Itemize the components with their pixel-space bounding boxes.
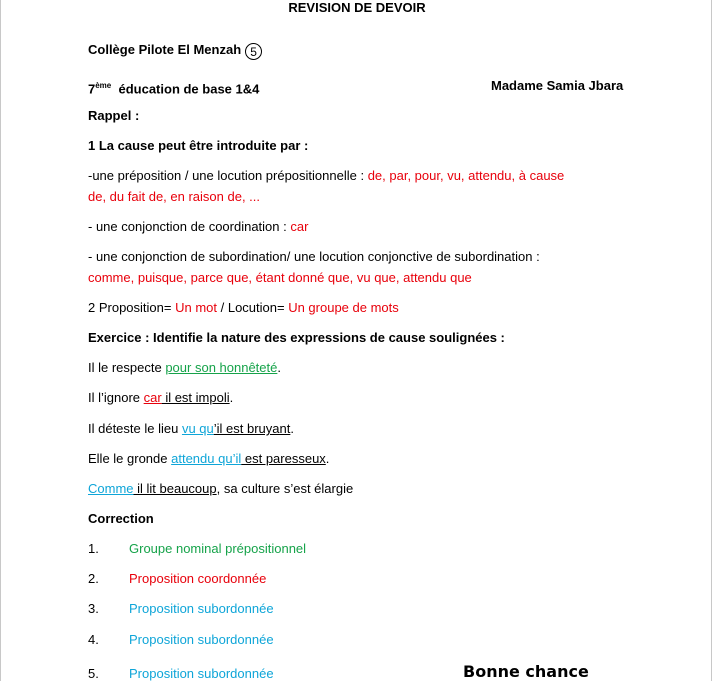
circled-number-badge: 5 [245, 43, 262, 60]
correction-number-1: 1. [88, 541, 99, 556]
closing-text: Bonne chance [463, 662, 589, 681]
preposition-values-1: de, par, pour, vu, attendu, à cause [367, 168, 565, 183]
s2-cause: car [143, 390, 162, 405]
s2-post: . [229, 390, 234, 405]
rule2-v2: Un groupe de mots [288, 300, 399, 315]
s4-post: . [325, 451, 330, 466]
correction-number-2: 2. [88, 571, 99, 586]
rule2-mid: / Locution= [217, 300, 289, 315]
rappel-heading: Rappel : [88, 108, 140, 123]
s2-rest: il est impoli [161, 390, 230, 405]
rule1-title: 1 La cause peut être introduite par : [88, 138, 309, 153]
rule2-v1: Un mot [175, 300, 217, 315]
s4-cause: attendu qu’il [171, 451, 242, 466]
coordination-value: car [290, 219, 309, 234]
s3-pre: Il déteste le lieu [88, 421, 182, 436]
exercise-title: Exercice : Identifie la nature des expressions de cause soulignées : [88, 330, 505, 345]
s1-pre: Il le respecte [88, 360, 166, 375]
correction-text-1: Groupe nominal prépositionnel [129, 541, 307, 556]
class-line [88, 78, 259, 97]
s3-cause: vu qu [181, 421, 214, 436]
correction-heading: Correction [88, 511, 154, 526]
subordination-label: - une conjonction de subordination/ une locution conjonctive de subordination : [88, 249, 540, 264]
s3-post: . [290, 421, 294, 436]
coordination-label: - une conjonction de coordination : [88, 219, 291, 234]
grade: 7 [88, 81, 96, 97]
school-line [88, 42, 262, 60]
rule2-prefix: 2 Proposition= [88, 300, 176, 315]
s5-post: , sa culture s’est élargie [216, 481, 354, 496]
school-name: Collège Pilote El Menzah [88, 42, 242, 57]
s3-rest: ’il est bruyant [213, 421, 291, 436]
correction-number-4: 4. [88, 632, 99, 647]
coordination-line [88, 219, 308, 235]
s4-pre: Elle le gronde [88, 451, 172, 466]
rule2-line [88, 300, 399, 316]
preposition-values-2: de, du fait de, en raison de, ... [88, 189, 261, 204]
correction-text-2: Proposition coordonnée [129, 571, 267, 586]
correction-text-3: Proposition subordonnée [129, 601, 274, 616]
page-title: REVISION DE DEVOIR [288, 0, 426, 15]
subordination-values: comme, puisque, parce que, étant donné que, vu que, attendu que [88, 270, 472, 285]
preposition-line [88, 168, 564, 184]
s1-post: . [277, 360, 281, 375]
s1-cause: pour son honnêteté [165, 360, 278, 375]
level: éducation de base 1&4 [118, 81, 260, 97]
s5-rest: il lit beaucoup [133, 481, 217, 496]
s5-cause: Comme [88, 481, 134, 496]
sentence-1 [88, 360, 281, 376]
sentence-4 [88, 451, 329, 467]
preposition-label: -une préposition / une locution prépositionnelle : [88, 168, 368, 183]
grade-sup: ème [95, 81, 112, 90]
correction-number-3: 3. [88, 601, 99, 616]
correction-text-4: Proposition subordonnée [129, 632, 274, 647]
s2-pre: Il l’ignore [88, 390, 144, 405]
correction-number-5: 5. [88, 666, 99, 681]
correction-text-5: Proposition subordonnée [129, 666, 274, 681]
sentence-3 [88, 421, 294, 437]
sentence-2 [88, 390, 233, 406]
s4-rest: est paresseux [241, 451, 326, 466]
sentence-5 [88, 481, 353, 497]
teacher-name: Madame Samia Jbara [491, 78, 624, 93]
